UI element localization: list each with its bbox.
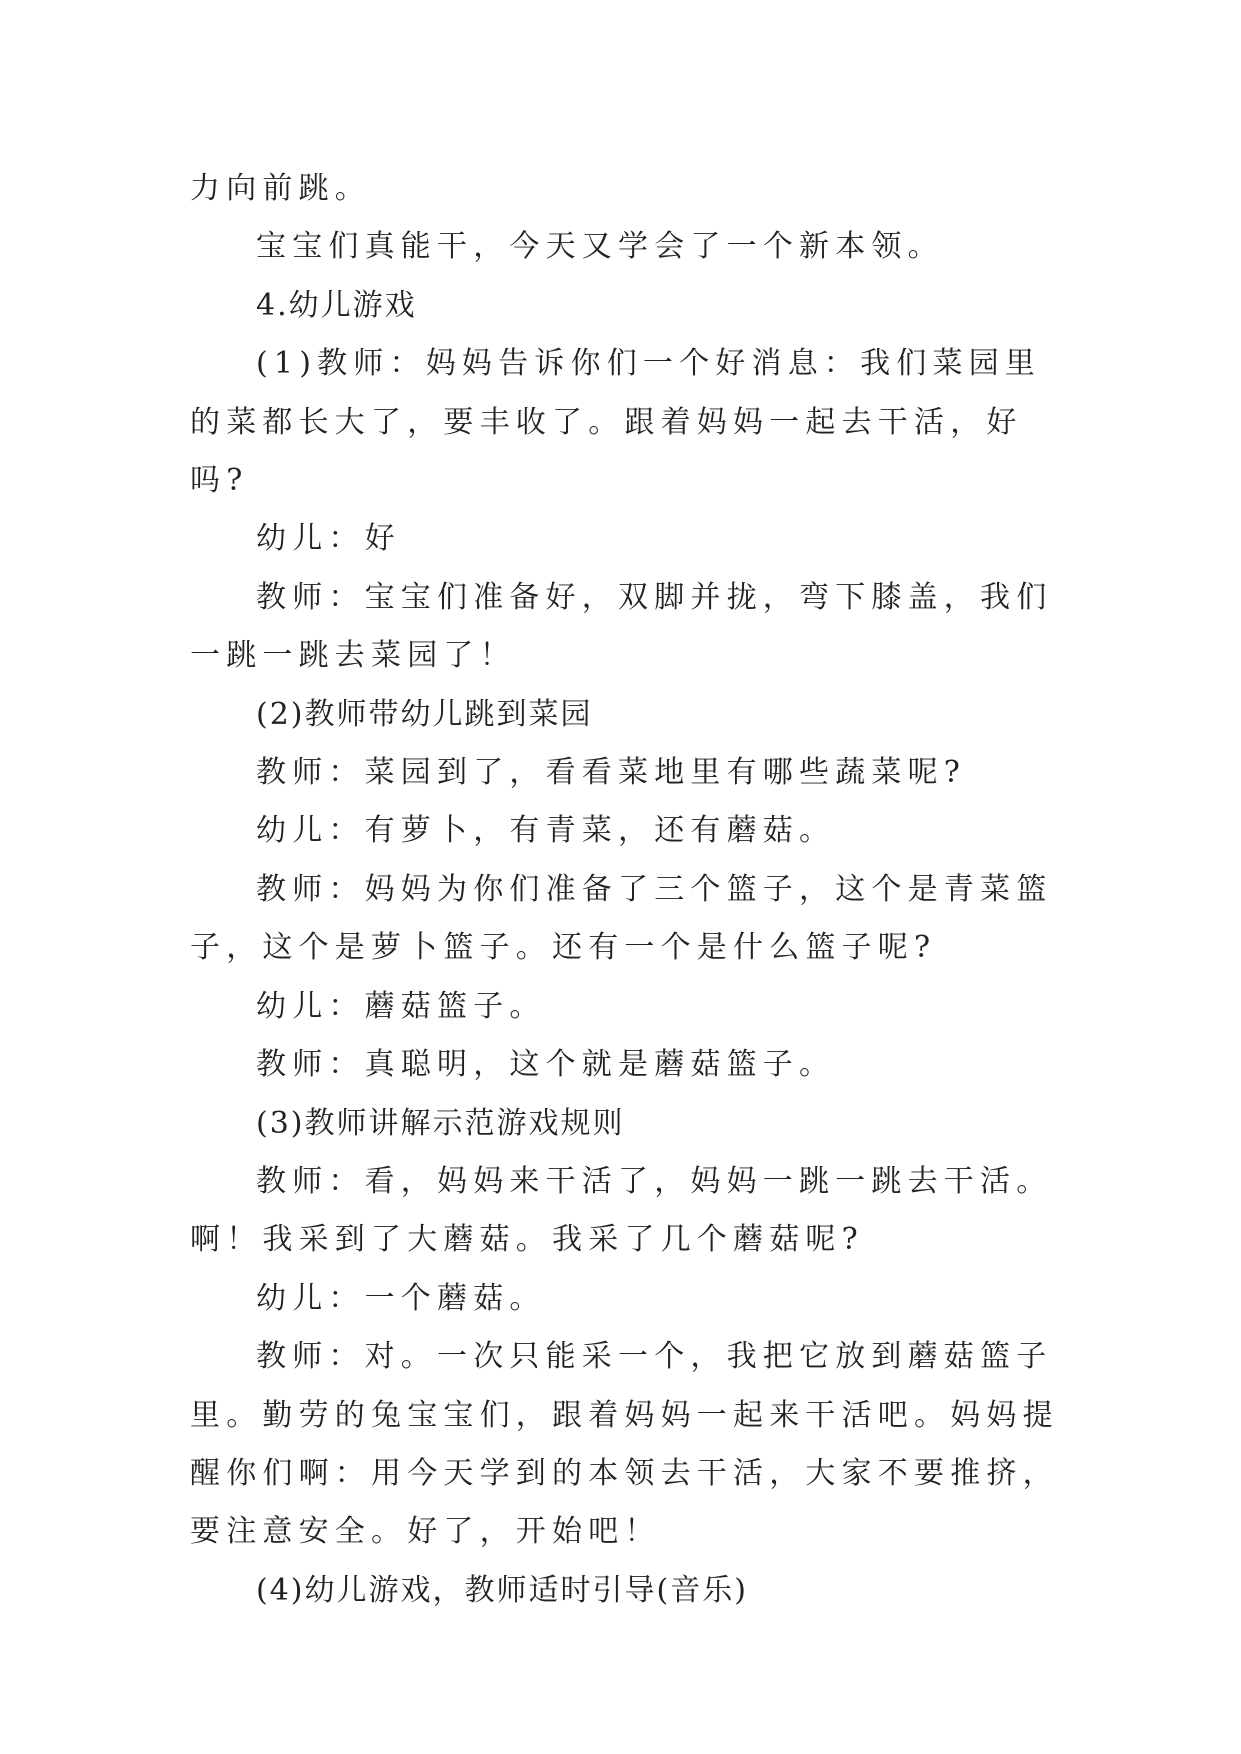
paragraph-teacher-smart: 教师：真聪明，这个就是蘑菇篮子。 xyxy=(256,1047,836,1083)
paragraph-child-reply: 幼儿：好 xyxy=(256,521,401,557)
paragraph-teacher-rules: 教师：对。一次只能采一个，我把它放到蘑菇篮子里。勤劳的兔宝宝们，跟着妈妈一起来干活吧。妈妈提醒你们啊：用今天学到的本领去干活，大家不要推挤，要注意安全。好了，开始吧！ xyxy=(190,1339,1059,1550)
paragraph-step-1: (1)教师：妈妈告诉你们一个好消息：我们菜园里的菜都长大了，要丰收了。跟着妈妈一起去干活，好吗? xyxy=(190,346,1042,499)
section-heading-game: 4.幼儿游戏 xyxy=(256,287,417,323)
paragraph-teacher-demo: 教师：看，妈妈来干活了，妈妈一跳一跳去干活。啊！我采到了大蘑菇。我采了几个蘑菇呢? xyxy=(190,1163,1053,1258)
paragraph-step-3: (3)教师讲解示范游戏规则 xyxy=(256,1105,625,1141)
paragraph-child-basket: 幼儿：蘑菇篮子。 xyxy=(256,988,546,1024)
paragraph-child-one: 幼儿：一个蘑菇。 xyxy=(256,1280,546,1316)
paragraph-child-vegetables: 幼儿：有萝卜，有青菜，还有蘑菇。 xyxy=(256,813,836,849)
paragraph-step-4: (4)幼儿游戏，教师适时引导(音乐) xyxy=(256,1572,748,1608)
paragraph-continuation: 力向前跳。 xyxy=(190,171,371,206)
document-body xyxy=(190,160,1060,1620)
paragraph-teacher-baskets: 教师：妈妈为你们准备了三个篮子，这个是青菜篮子，这个是萝卜篮子。还有一个是什么篮子呢? xyxy=(190,871,1053,966)
paragraph-praise: 宝宝们真能干，今天又学会了一个新本领。 xyxy=(256,229,944,265)
paragraph-teacher-garden: 教师：菜园到了，看看菜地里有哪些蔬菜呢? xyxy=(256,755,967,791)
paragraph-step-2: (2)教师带幼儿跳到菜园 xyxy=(256,696,593,732)
paragraph-teacher-ready: 教师：宝宝们准备好，双脚并拢，弯下膝盖，我们一跳一跳去菜园了！ xyxy=(190,579,1053,674)
